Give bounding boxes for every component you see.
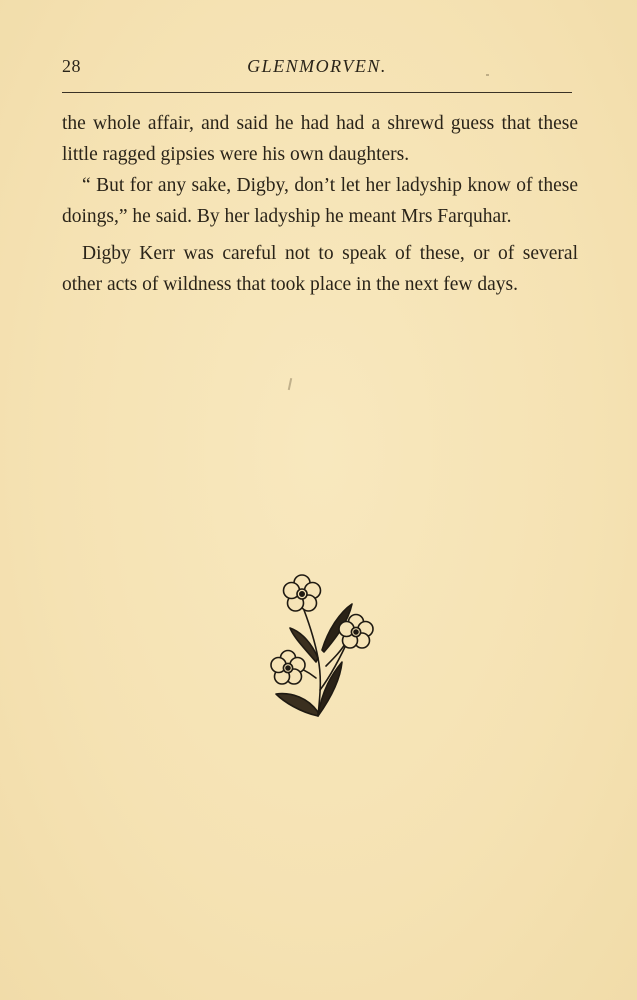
header-rule — [62, 92, 572, 93]
page-header — [62, 56, 572, 82]
paragraph-2: “ But for any sake, Digby, don’t let her ladyship know of these doings,” he said. By her ladyship he meant Mrs Farquhar. — [62, 175, 578, 227]
floral-tailpiece-icon — [266, 570, 382, 722]
page-number: 28 — [62, 56, 81, 76]
paragraph-1: the whole affair, and said he had had a shrewd guess that these little ragged gipsies were his own daughters. — [62, 113, 578, 165]
paragraph-3: Digby Kerr was careful not to speak of these, or of several other acts of wildness that took place in the next few days. — [62, 243, 578, 295]
paper-speck — [288, 378, 292, 390]
body-text — [62, 108, 578, 300]
running-title: GLENMORVEN. — [247, 56, 387, 76]
paper-speck — [486, 74, 489, 76]
